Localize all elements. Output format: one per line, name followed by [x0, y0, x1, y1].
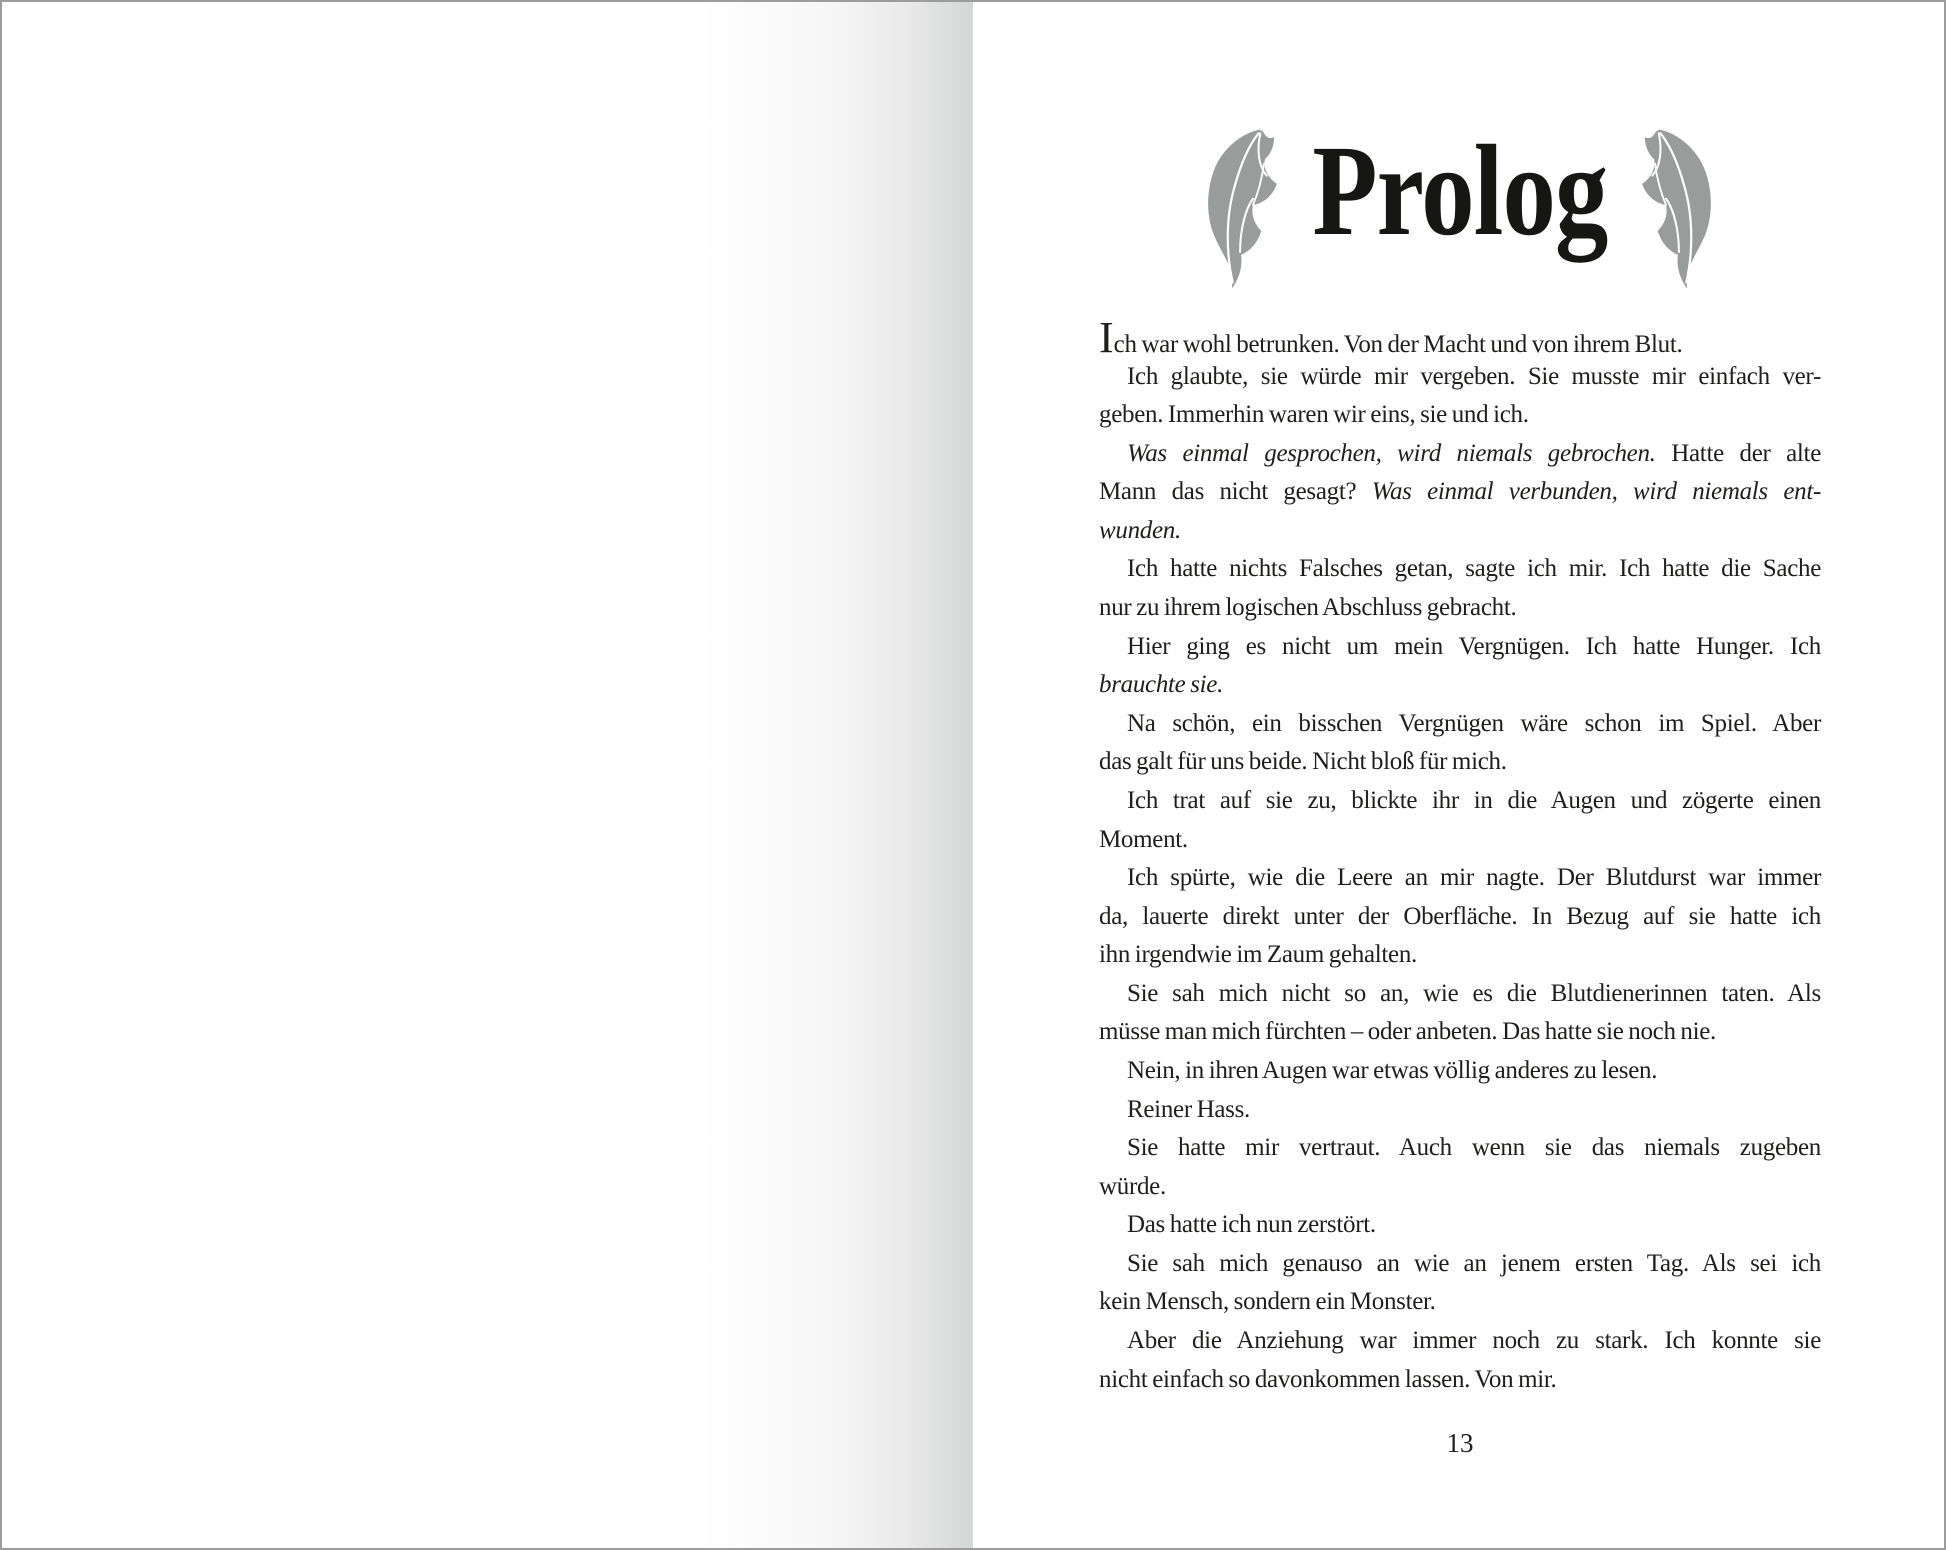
text-line: Sie sah mich nicht so an, wie es die Blutdienerinnen taten. Als	[1127, 979, 1821, 1007]
text-line: Aber die Anziehung war immer noch zu stark. Ich konnte sie	[1127, 1327, 1821, 1355]
text-line: nicht einfach so davonkommen lassen. Von mir.	[1099, 1365, 1557, 1393]
left-page-blank	[2, 2, 973, 1548]
text-line: geben. Immerhin waren wir eins, sie und ich.	[1099, 401, 1529, 429]
text-line: Na schön, ein bisschen Vergnügen wäre schon im Spiel. Aber	[1127, 709, 1821, 737]
text-line: Ich spürte, wie die Leere an mir nagte. Der Blutdurst war immer	[1127, 864, 1821, 892]
text-line: kein Mensch, sondern ein Monster.	[1099, 1288, 1436, 1316]
text-line: Moment.	[1099, 825, 1188, 853]
text-line: Sie sah mich genauso an wie an jenem ersten Tag. Als sei ich	[1127, 1249, 1821, 1277]
text-line: würde.	[1099, 1172, 1166, 1200]
text-line: Das hatte ich nun zerstört.	[1127, 1211, 1376, 1239]
body-text	[1099, 313, 1822, 1399]
text-line: Reiner Hass.	[1127, 1095, 1250, 1123]
chapter-title	[973, 119, 1946, 263]
text-line: da, lauerte direkt unter der Oberfläche. In Bezug auf sie hatte ich	[1099, 902, 1821, 930]
right-page	[973, 2, 1946, 1548]
text-line: Ich hatte nichts Falsches getan, sagte ich mir. Ich hatte die Sache	[1127, 555, 1821, 583]
text-line: Nein, in ihren Augen war etwas völlig anderes zu lesen.	[1127, 1056, 1658, 1084]
text-line: ihn irgendwie im Zaum gehalten.	[1099, 941, 1417, 969]
bat-wing-right-icon	[1632, 118, 1724, 294]
chapter-title-text: Prolog	[1311, 119, 1608, 263]
text-line: Hier ging es nicht um mein Vergnügen. Ich hatte Hunger. Ich	[1127, 632, 1821, 660]
page-number: 13	[1446, 1428, 1474, 1458]
text-line: nur zu ihrem logischen Abschluss gebracht.	[1099, 594, 1517, 622]
text-line: Mann das nicht gesagt? Was einmal verbunden, wird niemals ent-	[1099, 478, 1821, 506]
drop-cap: I	[1099, 313, 1114, 362]
text-line: brauchte sie.	[1099, 671, 1224, 699]
text-line: Ich trat auf sie zu, blickte ihr in die Augen und zögerte einen	[1127, 786, 1821, 814]
text-line: Ich war wohl betrunken. Von der Macht und von ihrem Blut.	[1099, 313, 1683, 362]
text-line: das galt für uns beide. Nicht bloß für mich.	[1099, 748, 1507, 776]
text-line: Sie hatte mir vertraut. Auch wenn sie das niemals zugeben	[1127, 1134, 1821, 1162]
text-line: wunden.	[1099, 516, 1181, 544]
text-line: müsse man mich fürchten – oder anbeten. Das hatte sie noch nie.	[1099, 1018, 1716, 1046]
text-line: Was einmal gesprochen, wird niemals gebrochen. Hatte der alte	[1127, 439, 1822, 467]
text-line: Ich glaubte, sie würde mir vergeben. Sie musste mir einfach ver-	[1127, 362, 1821, 390]
